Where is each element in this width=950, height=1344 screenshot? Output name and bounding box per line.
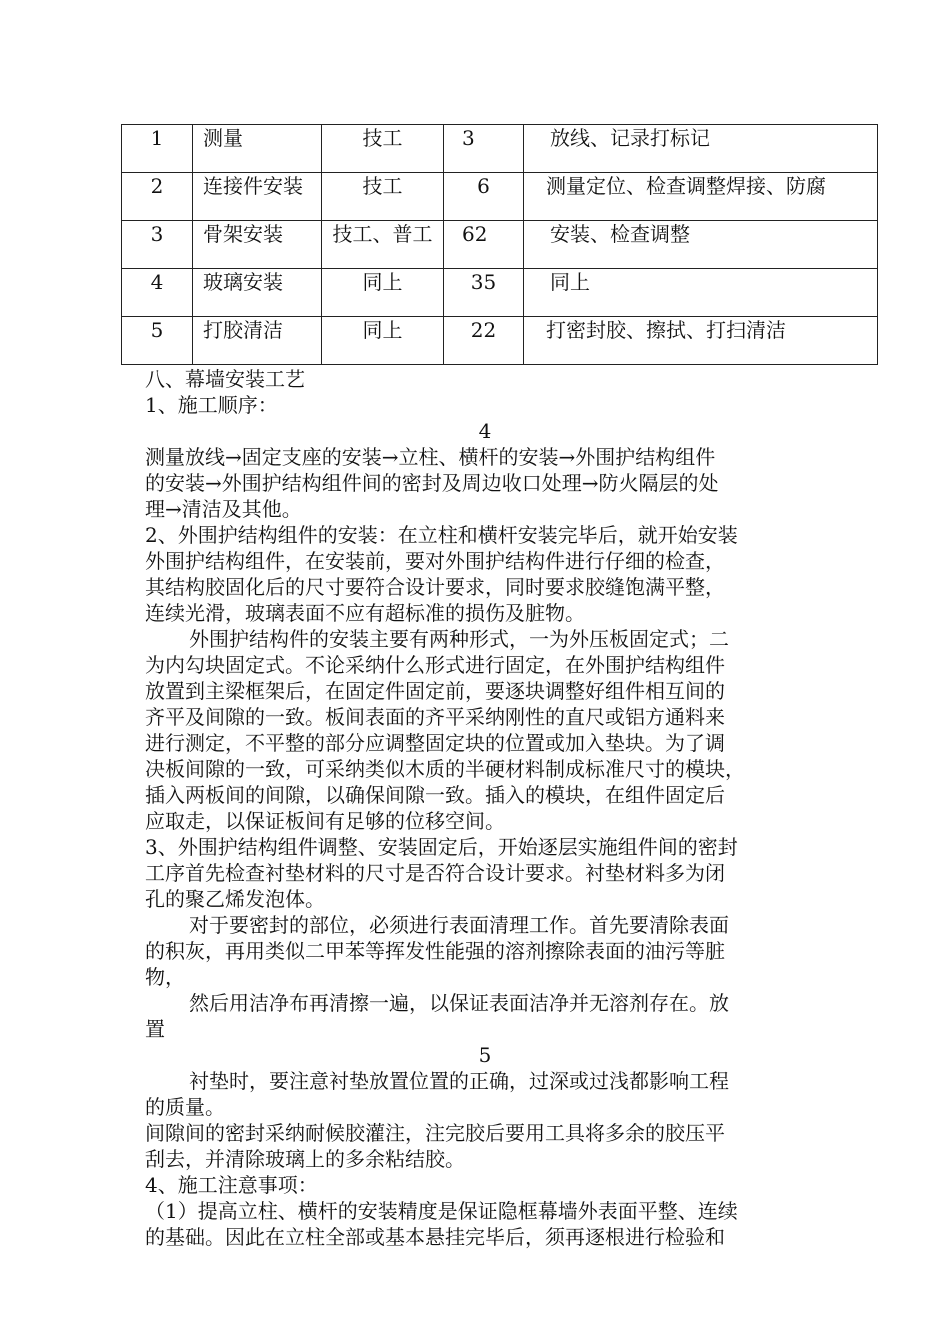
paragraph-line: 的安装→外围护结构组件间的密封及周边收口处理→防火隔层的处	[145, 471, 719, 495]
page-number: 5	[478, 1043, 492, 1067]
paragraph-line: （1）提高立柱、横杆的安装精度是保证隐框幕墙外表面平整、连续	[145, 1199, 738, 1223]
days-count: 3	[444, 125, 524, 173]
paragraph-line: 衬垫时，要注意衬垫放置位置的正确，过深或过浅都影响工程	[189, 1069, 729, 1093]
table-row	[122, 125, 878, 173]
work-item: 连接件安装	[193, 173, 322, 221]
paragraph-line: 插入两板间的间隙，以确保间隙一致。插入的模块，在组件固定后	[145, 783, 725, 807]
subsection-heading: 1、施工顺序：	[145, 393, 278, 417]
paragraph-line: 的质量。	[145, 1095, 225, 1119]
paragraph-line: 间隙间的密封采纳耐候胶灌注，注完胶后要用工具将多余的胶压平	[145, 1121, 725, 1145]
paragraph-line: 置	[145, 1017, 165, 1041]
paragraph-line: 2、外围护结构组件的安装：在立柱和横杆安装完毕后，就开始安装	[145, 523, 738, 547]
paragraph-line: 齐平及间隙的一致。板间表面的齐平采纳刚性的直尺或铝方通料来	[145, 705, 725, 729]
work-note: 安装、检查调整	[524, 221, 878, 269]
paragraph-line: 孔的聚乙烯发泡体。	[145, 887, 325, 911]
paragraph-line: 为内勾块固定式。不论采纳什么形式进行固定，在外围护结构组件	[145, 653, 725, 677]
paragraph-line: 决板间隙的一致，可采纳类似木质的半硬材料制成标准尺寸的模块，	[145, 757, 745, 781]
row-number: 3	[122, 221, 193, 269]
document-body	[145, 366, 825, 1250]
paragraph-line: 的基础。因此在立柱全部或基本悬挂完毕后，须再逐根进行检验和	[145, 1225, 725, 1249]
days-count: 62	[444, 221, 524, 269]
work-item: 打胶清洁	[193, 317, 322, 365]
worker-type: 技工	[322, 173, 444, 221]
paragraph-line: 理→清洁及其他。	[145, 497, 302, 521]
worker-type: 技工、普工	[322, 221, 444, 269]
paragraph-line: 然后用洁净布再清擦一遍，以保证表面洁净并无溶剂存在。放	[189, 991, 729, 1015]
worker-type: 同上	[322, 269, 444, 317]
days-count: 22	[444, 317, 524, 365]
work-note: 测量定位、检查调整焊接、防腐	[524, 173, 878, 221]
table-row	[122, 221, 878, 269]
paragraph-line: 外围护结构组件，在安装前，要对外围护结构件进行仔细的检查，	[145, 549, 725, 573]
work-item: 测量	[193, 125, 322, 173]
paragraph-line: 对于要密封的部位，必须进行表面清理工作。首先要清除表面	[189, 913, 729, 937]
paragraph-line: 测量放线→固定支座的安装→立柱、横杆的安装→外围护结构组件	[145, 445, 716, 469]
paragraph-line: 连续光滑，玻璃表面不应有超标准的损伤及脏物。	[145, 601, 585, 625]
worker-type: 技工	[322, 125, 444, 173]
paragraph-line: 应取走，以保证板间有足够的位移空间。	[145, 809, 505, 833]
section-heading: 八、幕墙安装工艺	[145, 367, 305, 391]
subsection-heading: 4、施工注意事项：	[145, 1173, 318, 1197]
paragraph-line: 放置到主梁框架后，在固定件固定前，要逐块调整好组件相互间的	[145, 679, 725, 703]
paragraph-line: 物，	[145, 965, 185, 989]
row-number: 1	[122, 125, 193, 173]
days-count: 35	[444, 269, 524, 317]
paragraph-line: 刮去，并清除玻璃上的多余粘结胶。	[145, 1147, 465, 1171]
work-note: 打密封胶、擦拭、打扫清洁	[524, 317, 878, 365]
row-number: 5	[122, 317, 193, 365]
table-row	[122, 269, 878, 317]
table-row	[122, 173, 878, 221]
work-schedule-table	[121, 124, 878, 365]
paragraph-line: 3、外围护结构组件调整、安装固定后，开始逐层实施组件间的密封	[145, 835, 738, 859]
row-number: 4	[122, 269, 193, 317]
days-count: 6	[444, 173, 524, 221]
table-row	[122, 317, 878, 365]
paragraph-line: 外围护结构件的安装主要有两种形式，一为外压板固定式；二	[189, 627, 729, 651]
page-number: 4	[478, 419, 492, 443]
paragraph-line: 进行测定，不平整的部分应调整固定块的位置或加入垫块。为了调	[145, 731, 725, 755]
row-number: 2	[122, 173, 193, 221]
work-item: 骨架安装	[193, 221, 322, 269]
paragraph-line: 工序首先检查衬垫材料的尺寸是否符合设计要求。衬垫材料多为闭	[145, 861, 725, 885]
paragraph-line: 的积灰，再用类似二甲苯等挥发性能强的溶剂擦除表面的油污等脏	[145, 939, 725, 963]
work-note: 同上	[524, 269, 878, 317]
work-note: 放线、记录打标记	[524, 125, 878, 173]
paragraph-line: 其结构胶固化后的尺寸要符合设计要求，同时要求胶缝饱满平整，	[145, 575, 725, 599]
worker-type: 同上	[322, 317, 444, 365]
work-item: 玻璃安装	[193, 269, 322, 317]
